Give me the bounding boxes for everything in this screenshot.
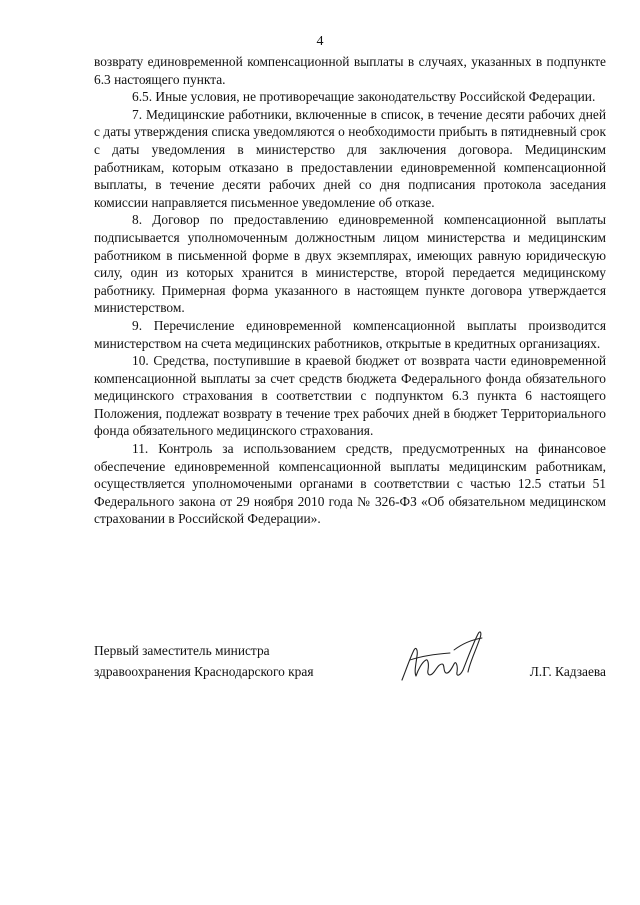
paragraph-10: 10. Средства, поступившие в краевой бюджет от возврата части единовременной компенсационной выплаты за счет средств бюджета Федерального фонда обязательного медицинского страхования в соответствии с подпунктом 6.3 пункта 6 настоящего Положения, подлежат возврату в течение трех рабочих дней в бюджет Территориального фонда обязательного медицинского страхования.: [94, 353, 606, 439]
handwritten-signature-icon: [392, 620, 502, 690]
signatory-name: Л.Г. Кадзаева: [529, 664, 606, 679]
paragraph-8: 8. Договор по предоставлению единовременной компенсационной выплаты подписывается уполномоченным должностным лицом министерства и медицинским работником в письменной форме в двух экземплярах, имеющих равную юридическую силу, один из которых хранится в министерстве, второй передается медицинскому работнику. Примерная форма указанного в настоящем пункте договора утверждается министерством.: [94, 212, 606, 316]
signatory-title: [94, 640, 374, 682]
page-number: 4: [316, 34, 324, 49]
document-body: [94, 53, 606, 528]
paragraph-11: 11. Контроль за использованием средств, предусмотренных на финансовое обеспечение единовременной компенсационной выплаты медицинским работникам, осуществляется уполномочеными органами в соответствии с частью 12.5 статьи 51 Федерального закона от 29 ноября 2010 года № 326-ФЗ «Об обязательном медицинском страховании в Российской Федерации».: [94, 441, 606, 527]
signatory-title-line-1: Первый заместитель министра: [94, 643, 270, 658]
paragraph-continuation: возврату единовременной компенсационной выплаты в случаях, указанных в подпункте 6.3 настоящего пункта.: [94, 54, 606, 87]
signatory-title-line-2: здравоохранения Краснодарского края: [94, 664, 314, 679]
paragraph-7: 7. Медицинские работники, включенные в список, в течение десяти рабочих дней с даты утверждения списка уведомляются о необходимости прибыть в пятидневный срок с даты уведомления в министерство для заключения договора. Медицинским работникам, которым отказано в предоставлении единовременной компенсационной выплаты, в течение десяти рабочих дней со дня подписания протокола заседания комиссии направляется письменное уведомление об отказе.: [94, 106, 606, 210]
paragraph-9: 9. Перечисление единовременной компенсационной выплаты производится министерством на счета медицинских работников, открытые в кредитных организациях.: [94, 317, 606, 351]
paragraph-6-5: 6.5. Иные условия, не противоречащие законодательству Российской Федерации.: [132, 89, 596, 105]
signature-block: [94, 640, 606, 700]
